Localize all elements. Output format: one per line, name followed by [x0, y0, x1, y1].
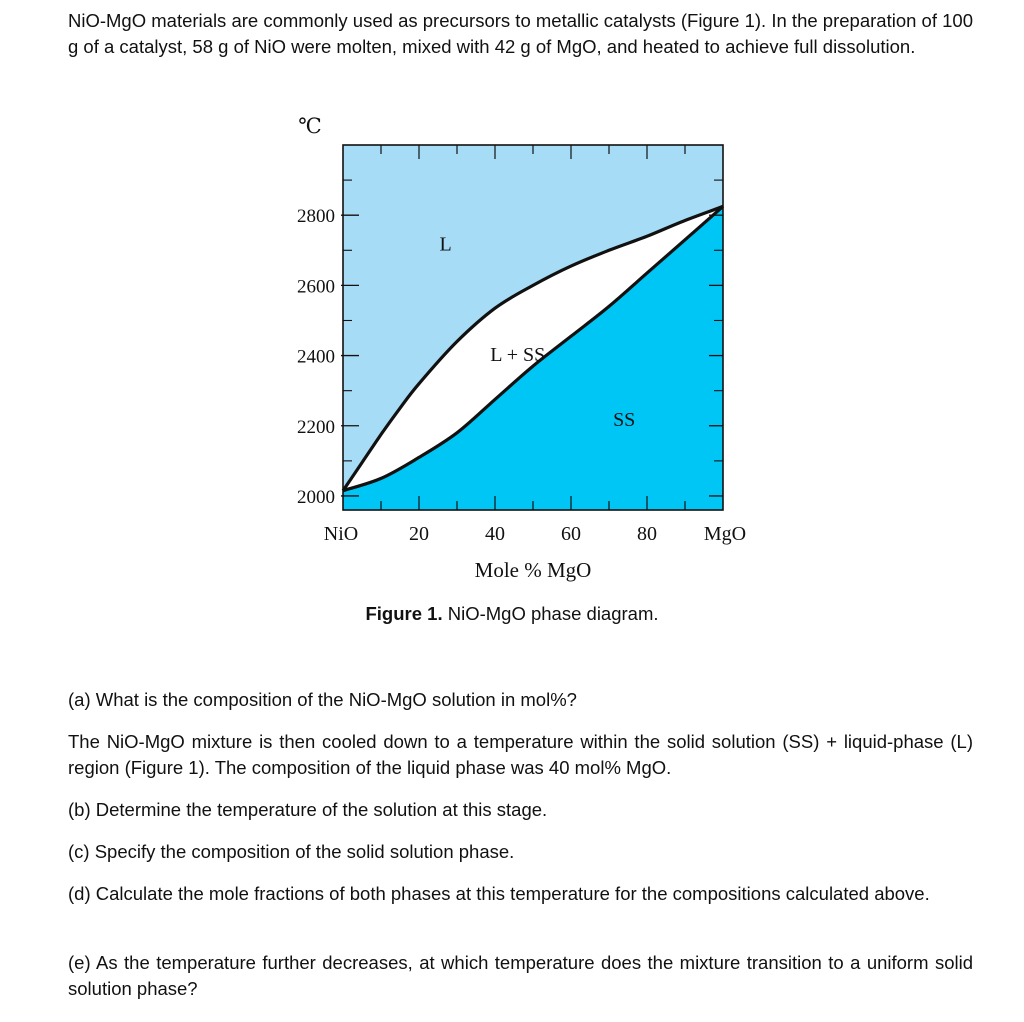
label-solid-solution: SS — [613, 408, 636, 431]
figure-caption-label: Figure 1. — [365, 603, 443, 624]
x-tick-label: NiO — [323, 523, 359, 545]
question-d: (d) Calculate the mole fractions of both phases at this temperature for the compositions calculated above. — [68, 883, 930, 904]
figure-caption — [0, 603, 1024, 625]
question-b: (b) Determine the temperature of the solution at this stage. — [68, 799, 548, 820]
y-tick-label: 2600 — [297, 276, 335, 298]
y-tick-label: 2400 — [297, 346, 335, 368]
y-tick-label: 2200 — [297, 416, 335, 438]
figure-caption-text: NiO-MgO phase diagram. — [442, 603, 659, 624]
y-tick-label: 2000 — [297, 486, 335, 508]
y-axis-unit: ℃ — [298, 114, 322, 138]
x-tick-label: 20 — [409, 523, 429, 545]
question-a: (a) What is the composition of the NiO-MgO solution in mol%? — [68, 689, 577, 710]
label-two-phase: L + SS — [490, 343, 546, 366]
x-tick-label: MgO — [703, 523, 747, 545]
question-context: The NiO-MgO mixture is then cooled down to a temperature within the solid solution (SS) + liquid-phase (L) region (Figure 1). The composition of the liquid phase was 40 mol% MgO. — [68, 731, 973, 778]
y-tick-label: 2800 — [297, 206, 335, 228]
x-tick-label: 60 — [561, 523, 581, 545]
label-liquid: L — [439, 233, 452, 256]
x-axis-label: Mole % MgO — [474, 558, 592, 582]
question-e: (e) As the temperature further decreases, at which temperature does the mixture transition to a uniform solid solution phase? — [68, 952, 973, 999]
plot-area — [297, 114, 746, 582]
x-tick-label: 80 — [637, 523, 657, 545]
question-c: (c) Specify the composition of the solid solution phase. — [68, 841, 515, 862]
intro-paragraph: NiO-MgO materials are commonly used as precursors to metallic catalysts (Figure 1). In the preparation of 100 g of a catalyst, 58 g of NiO were molten, mixed with 42 g of MgO, and heated to achieve full dissolution. — [68, 10, 973, 57]
x-tick-label: 40 — [485, 523, 505, 545]
